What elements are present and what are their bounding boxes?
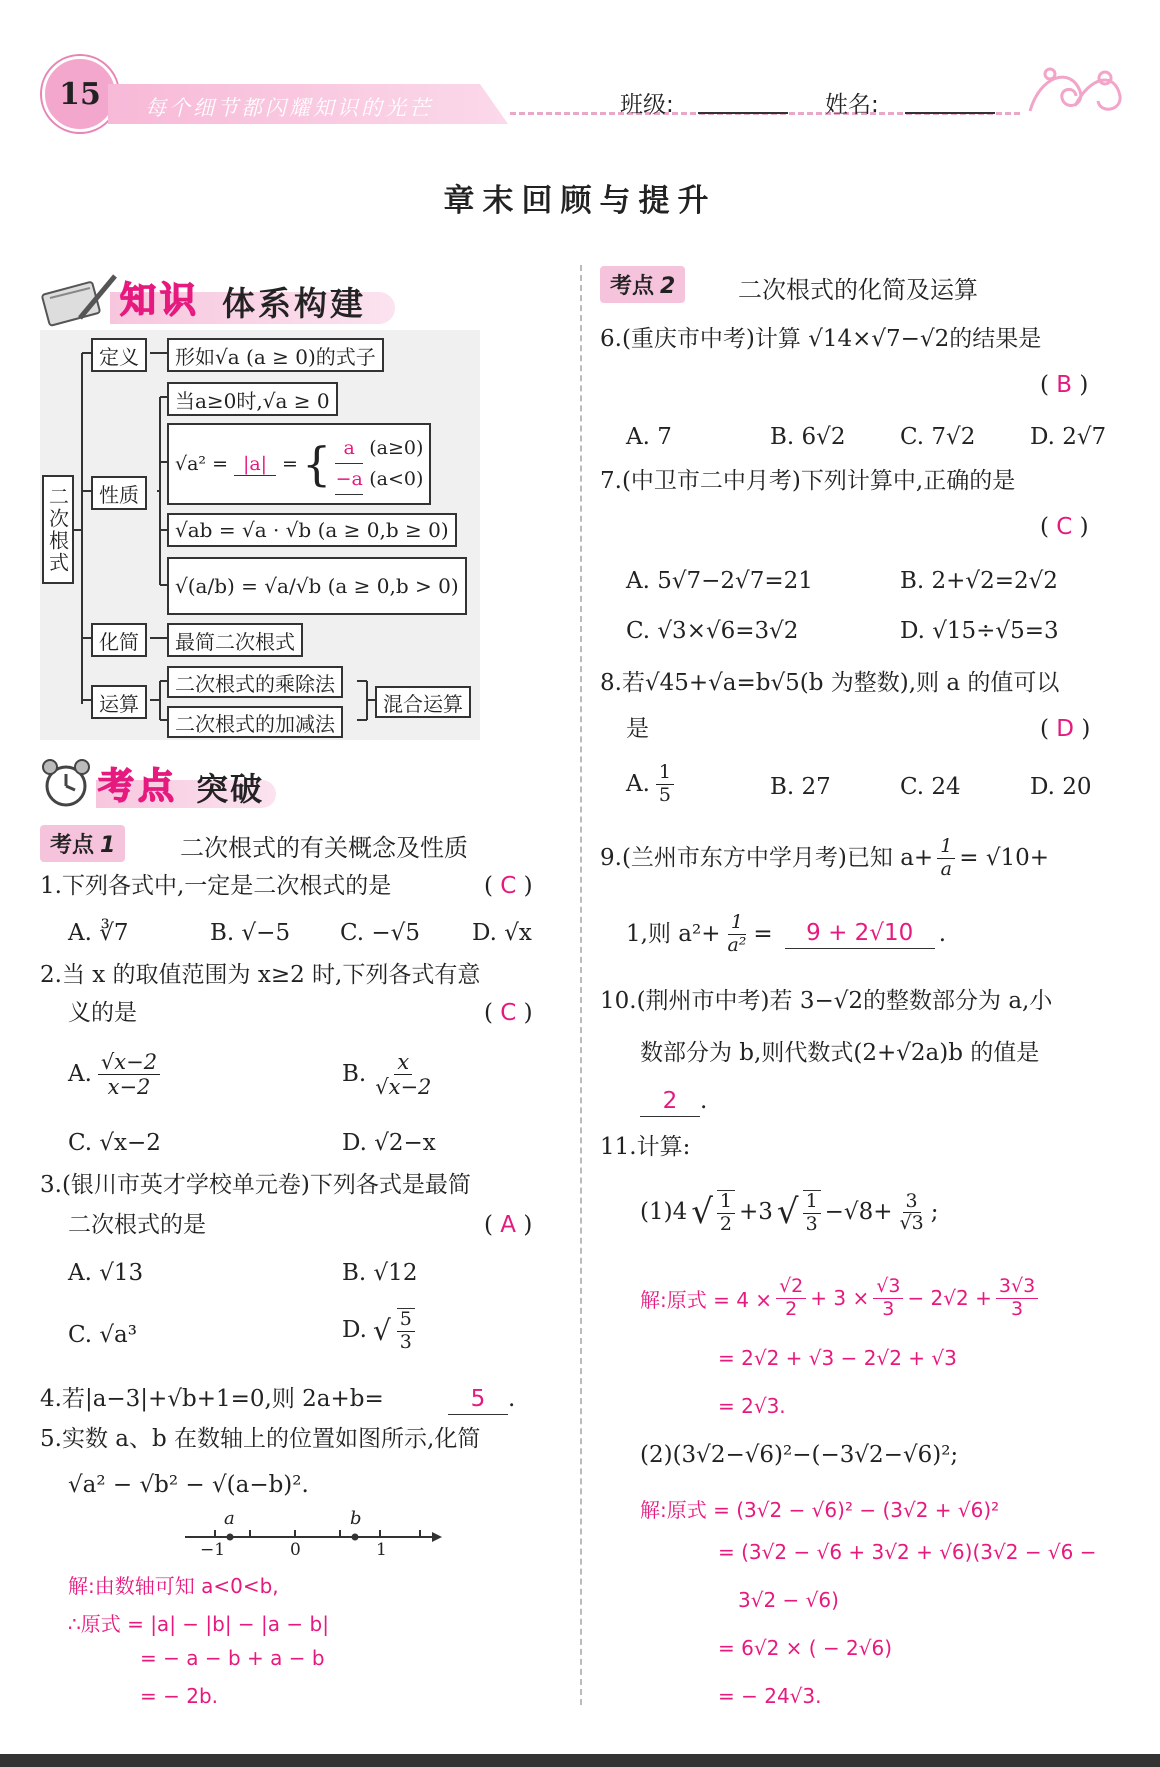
q8-option-d: D. 20 — [1030, 774, 1092, 800]
tree-property: 性质 — [91, 476, 147, 510]
q11-stem: 11.计算: — [600, 1134, 691, 1160]
q2-stem: 2.当 x 的取值范围为 x≥2 时,下列各式有意 — [40, 962, 481, 988]
q2-option-b: B. $\frac{x}{√x-2}$ — [342, 1050, 432, 1100]
q7-option-c: C. √3×√6=3√2 — [626, 618, 799, 644]
q1-option-c: C. −√5 — [340, 920, 420, 946]
q10-answer: 2 . — [640, 1088, 707, 1117]
q7-option-b: B. 2+√2=2√2 — [900, 568, 1058, 594]
q5-solution-4: = − 2b. — [140, 1684, 219, 1708]
q11-part1-solution-2: = 2√2 + √3 − 2√2 + √3 — [718, 1346, 957, 1370]
axis-label-a: a — [224, 1508, 235, 1529]
tree-prop2: √a² = |a| = { a (a≥0) −a (a<0) — [167, 423, 431, 505]
topic2-title: 二次根式的化简及运算 — [738, 276, 978, 304]
topic2-tag: 考点 2 — [600, 266, 685, 303]
q8-answer: ( D ) — [1040, 716, 1091, 742]
q4-stem: 4.若|a−3|+√b+1=0,则 2a+b= — [40, 1386, 384, 1412]
q7-option-d: D. √15÷√5=3 — [900, 618, 1059, 644]
q1-stem: 1.下列各式中,一定是二次根式的是 — [40, 873, 392, 899]
q2-option-a: A. $\frac{√x-2}{x-2}$ — [68, 1050, 160, 1099]
q8-option-c: C. 24 — [900, 774, 961, 800]
q2-answer: ( C ) — [484, 1000, 533, 1026]
q2-option-d: D. √2−x — [342, 1130, 436, 1156]
tree-definition-text: 形如√a (a ≥ 0)的式子 — [167, 338, 384, 372]
slogan: 每个细节都闪耀知识的光芒 — [145, 96, 433, 120]
q5-solution-2: ∴原式 = |a| − |b| − |a − b| — [68, 1612, 329, 1636]
axis-label-minus-one: −1 — [200, 1540, 226, 1560]
q5-expression: √a² − √b² − √(a−b)². — [68, 1472, 309, 1498]
tree-op-mix: 混合运算 — [375, 686, 471, 718]
q6-option-c: C. 7√2 — [900, 424, 976, 450]
q8-stem: 8.若√45+√a=b√5(b 为整数),则 a 的值可以 — [600, 670, 1060, 696]
q6-option-a: A. 7 — [626, 424, 672, 450]
class-field[interactable] — [698, 112, 788, 114]
topic1-title: 二次根式的有关概念及性质 — [180, 834, 468, 862]
q6-option-d: D. 2√7 — [1030, 424, 1107, 450]
q3-option-d: D. √ $\frac{5}{3}$ — [342, 1308, 415, 1354]
q5-solution-3: = − a − b + a − b — [140, 1646, 325, 1670]
q2-stem-2: 义的是 — [68, 1000, 137, 1026]
page-number: 15 — [59, 76, 101, 112]
q1-option-d: D. √x — [472, 920, 532, 946]
tree-prop1: 当a≥0时,√a ≥ 0 — [167, 382, 338, 416]
q9-stem: 9.(兰州市东方中学月考)已知 a+ $\frac{1}{a}$ = √10+ — [600, 835, 1050, 880]
q11-part2-solution-4: = 6√2 × ( − 2√6) — [718, 1636, 893, 1660]
q3-option-b: B. √12 — [342, 1260, 418, 1286]
page-title: 章末回顾与提升 — [443, 183, 717, 219]
q11-part1: (1)4 √ $\frac{1}{2}$ +3 √ $\frac{1}{3}$ −√8+ $\frac{3}{√3}$ ; — [640, 1189, 939, 1235]
q6-option-b: B. 6√2 — [770, 424, 846, 450]
topic1-tag: 考点 1 — [40, 825, 125, 862]
name-field[interactable] — [905, 112, 995, 114]
q3-stem: 3.(银川市英才学校单元卷)下列各式是最简 — [40, 1172, 471, 1198]
q11-part2-solution-1: 解:原式 = (3√2 − √6)² − (3√2 + √6)² — [640, 1498, 1000, 1522]
knowledge-heading-pink: 知识 — [120, 280, 201, 321]
q1-option-b: B. √−5 — [210, 920, 291, 946]
bottom-bar — [0, 1754, 1160, 1767]
tree-prop4: √(a/b) = √a/√b (a ≥ 0,b > 0) — [167, 557, 467, 615]
q8-stem-2: 是 — [626, 716, 649, 742]
alarm-clock-icon — [38, 755, 94, 815]
q4-answer: 5 . — [448, 1386, 515, 1415]
axis-label-b: b — [350, 1508, 362, 1529]
q11-part2-solution-5: = − 24√3. — [718, 1684, 822, 1708]
breakthrough-heading-pink: 考点 — [98, 766, 179, 807]
q5-stem: 5.实数 a、b 在数轴上的位置如图所示,化简 — [40, 1426, 481, 1452]
q6-answer: ( B ) — [1040, 372, 1089, 398]
brace: { — [301, 437, 332, 491]
q1-answer: ( C ) — [484, 873, 533, 899]
q11-part1-solution-3: = 2√3. — [718, 1394, 786, 1418]
q7-answer: ( C ) — [1040, 514, 1089, 540]
tree-simplify: 化简 — [91, 623, 147, 657]
q9-answer: 9 + 2√10 — [785, 920, 935, 949]
column-divider — [580, 265, 582, 1705]
q11-part2: (2)(3√2−√6)²−(−3√2−√6)²; — [640, 1442, 959, 1468]
tree-op1: 二次根式的乘除法 — [167, 666, 343, 698]
axis-label-zero: 0 — [290, 1540, 301, 1560]
tree-simplify-text: 最简二次根式 — [167, 623, 303, 657]
axis-label-one: 1 — [376, 1540, 387, 1560]
q10-stem: 10.(荆州市中考)若 3−√2的整数部分为 a,小 — [600, 988, 1053, 1014]
q3-option-c: C. √a³ — [68, 1322, 137, 1348]
q8-option-b: B. 27 — [770, 774, 831, 800]
tree-prop3: √ab = √a · √b (a ≥ 0,b ≥ 0) — [167, 513, 457, 547]
tree-definition: 定义 — [91, 338, 147, 372]
q9-line2: 1,则 a²+ $\frac{1}{\text{a²}}$ = 9 + 2√10 . — [626, 911, 947, 956]
q1-option-a: A. ∛7 — [68, 920, 129, 946]
q7-stem: 7.(中卫市二中月考)下列计算中,正确的是 — [600, 468, 1016, 494]
q8-option-a: A. $\frac{1}{5}$ — [626, 762, 674, 807]
q11-part2-solution-2: = (3√2 − √6 + 3√2 + √6)(3√2 − √6 − — [718, 1540, 1097, 1564]
q11-part2-solution-3: 3√2 − √6) — [738, 1588, 839, 1612]
name-label: 姓名: — [825, 92, 879, 118]
q2-option-c: C. √x−2 — [68, 1130, 161, 1156]
q11-part1-solution-1: 解:原式 = 4 × $\frac{√2}{2}$ + 3 × $\frac{√3}{3}$ − 2√2 + $\frac{3√3}{3}$ — [640, 1276, 1038, 1321]
q3-option-a: A. √13 — [68, 1260, 144, 1286]
tree-root: 二次根式 — [42, 475, 74, 584]
q10-stem-2: 数部分为 b,则代数式(2+√2a)b 的值是 — [640, 1040, 1040, 1066]
flower-ornament-icon — [1020, 56, 1130, 130]
q7-option-a: A. 5√7−2√7=21 — [626, 568, 813, 594]
tree-op2: 二次根式的加减法 — [167, 706, 343, 738]
q6-stem: 6.(重庆市中考)计算 √14×√7−√2的结果是 — [600, 326, 1042, 352]
breakthrough-heading: 突破 — [196, 770, 265, 808]
q3-stem-2: 二次根式的是 — [68, 1212, 206, 1238]
class-label: 班级: — [620, 92, 674, 118]
q5-solution-1: 解:由数轴可知 a<0<b, — [68, 1574, 279, 1598]
knowledge-heading: 体系构建 — [222, 284, 366, 323]
q3-answer: ( A ) — [484, 1212, 533, 1238]
tree-operation: 运算 — [91, 685, 147, 719]
